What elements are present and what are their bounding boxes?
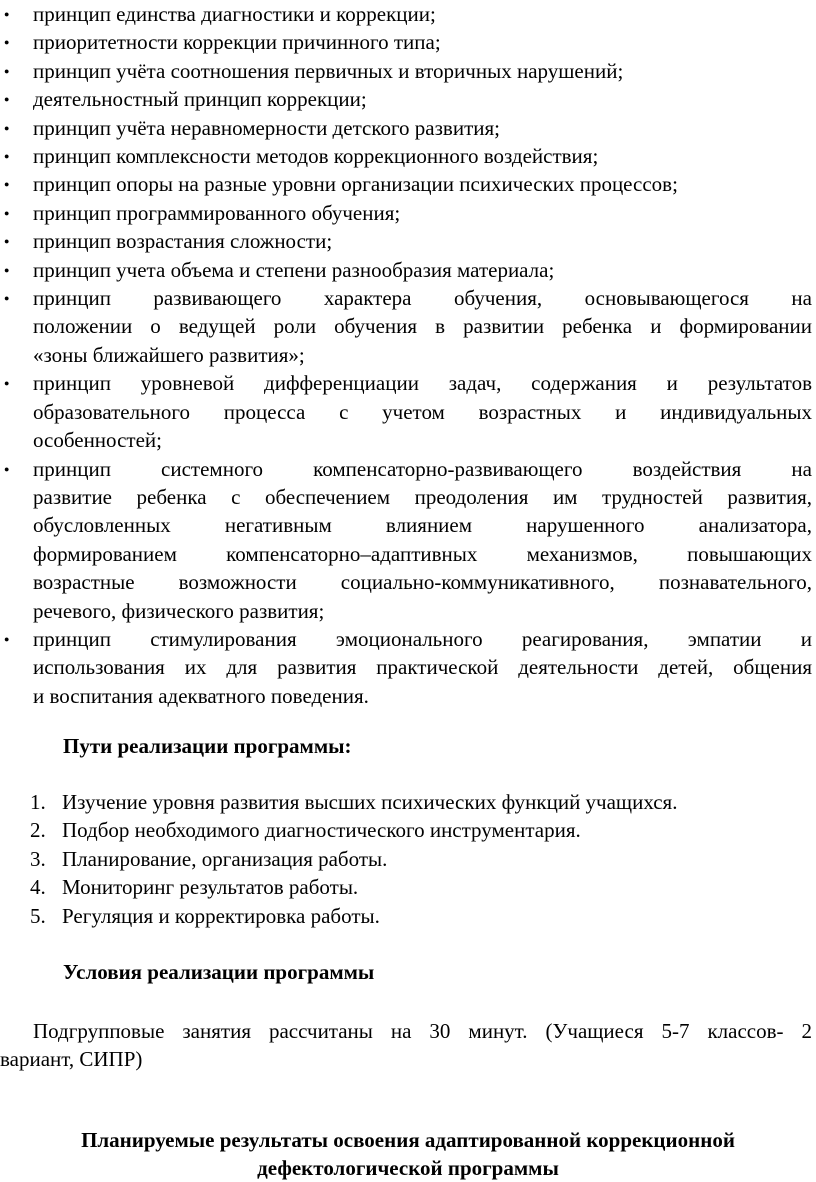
item-number: 4. [30,875,46,900]
list-item-line: приоритетности коррекции причинного типа; [33,30,441,55]
list-item [0,0,816,28]
numbered-item [0,902,816,930]
list-item-line: формированием компенсаторно–адаптивных механизмов, повышающих [33,541,812,566]
list-item-line: принцип единства диагностики и коррекции; [33,2,436,26]
conditions-paragraph: Подгрупповые занятия рассчитаны на 30 минут. (Учащиеся 5-7 классов- 2 вариант, СИПР) [0,1019,812,1072]
bullet-icon: ● [4,207,10,218]
list-item-line: принцип уровневой дифференциации задач, содержания и результатов [33,371,812,396]
list-item [0,28,816,56]
bullet-icon: ● [4,264,10,275]
list-item [0,256,816,284]
bullet-icon: ● [4,9,10,19]
list-item-line: принцип комплексности методов коррекционного воздействия; [33,144,599,169]
list-item [0,455,816,625]
list-item-line: принцип системного компенсаторно-развивающего воздействия на [33,456,812,481]
bullet-icon: ● [4,94,10,105]
item-text: Подбор необходимого диагностического инструментария. [62,818,581,843]
numbered-item [0,845,816,873]
list-item-line: деятельностный принцип коррекции; [33,87,367,112]
list-item [0,625,816,710]
list-item [0,57,816,85]
bullet-icon: ● [4,65,10,76]
list-item-line: и воспитания адекватного поведения. [33,683,369,708]
list-item-line: принцип стимулирования эмоционального реагирования, эмпатии и [33,626,812,651]
ways-list [0,788,816,930]
list-item [0,369,816,454]
list-item-line: положении о ведущей роли обучения в развитии ребенка и формировании [33,314,812,339]
bullet-icon: ● [4,37,10,48]
list-item [0,284,816,369]
list-item [0,142,816,170]
list-item-line: «зоны ближайшего развития»; [33,342,305,367]
numbered-item [0,873,816,901]
item-text: Планирование, организация работы. [62,846,388,871]
item-number: 2. [30,818,46,843]
bullet-icon: ● [4,179,10,190]
list-item [0,170,816,198]
item-number: 1. [30,790,46,814]
list-item-line: принцип программированного обучения; [33,200,401,225]
item-text: Мониторинг результатов работы. [62,875,359,900]
list-item [0,85,816,113]
bullet-icon: ● [4,122,10,133]
list-item-line: использования их для развития практической деятельности детей, общения [33,655,812,680]
bullet-icon: ● [4,151,10,162]
list-item-line: принцип учёта соотношения первичных и вторичных нарушений; [33,58,624,83]
list-item [0,227,816,255]
list-item [0,199,816,227]
list-item-line: обусловленных негативным влиянием нарушенного анализатора, [33,513,812,538]
numbered-item [0,816,816,844]
bullet-icon: ● [4,293,10,304]
list-item-line: речевого, физического развития; [33,598,325,623]
item-text: Изучение уровня развития высших психических функций учащихся. [62,790,678,814]
list-item-line: развитие ребенка с обеспечением преодоления им трудностей развития, [33,484,812,509]
bullet-icon: ● [4,463,10,474]
list-item-line: принцип развивающего характера обучения, основывающегося на [33,286,812,311]
list-item-line: возрастные возможности социально-коммуникативного, познавательного, [33,570,812,595]
list-item [0,114,816,142]
item-text: Регуляция и корректировка работы. [62,903,380,928]
list-item-line: принцип опоры на разные уровни организации психических процессов; [33,172,678,197]
list-item-line: принцип учёта неравномерности детского развития; [33,115,500,140]
list-item-line: принцип учета объема и степени разнообразия материала; [33,257,555,282]
list-item-line: образовательного процесса с учетом возрастных и индивидуальных [33,399,812,424]
bullet-icon: ● [4,378,10,389]
bullet-icon: ● [4,236,10,247]
numbered-item [0,788,816,816]
list-item-line: принцип возрастания сложности; [33,229,333,254]
results-heading: Планируемые результаты освоения адаптированной коррекционной дефектологической программы [81,1128,735,1181]
ways-heading: Пути реализации программы: [63,734,352,758]
item-number: 5. [30,903,46,928]
item-number: 3. [30,846,46,871]
conditions-heading: Условия реализации программы [63,960,375,984]
list-item-line: особенностей; [33,428,162,453]
bullet-icon: ● [4,633,10,644]
